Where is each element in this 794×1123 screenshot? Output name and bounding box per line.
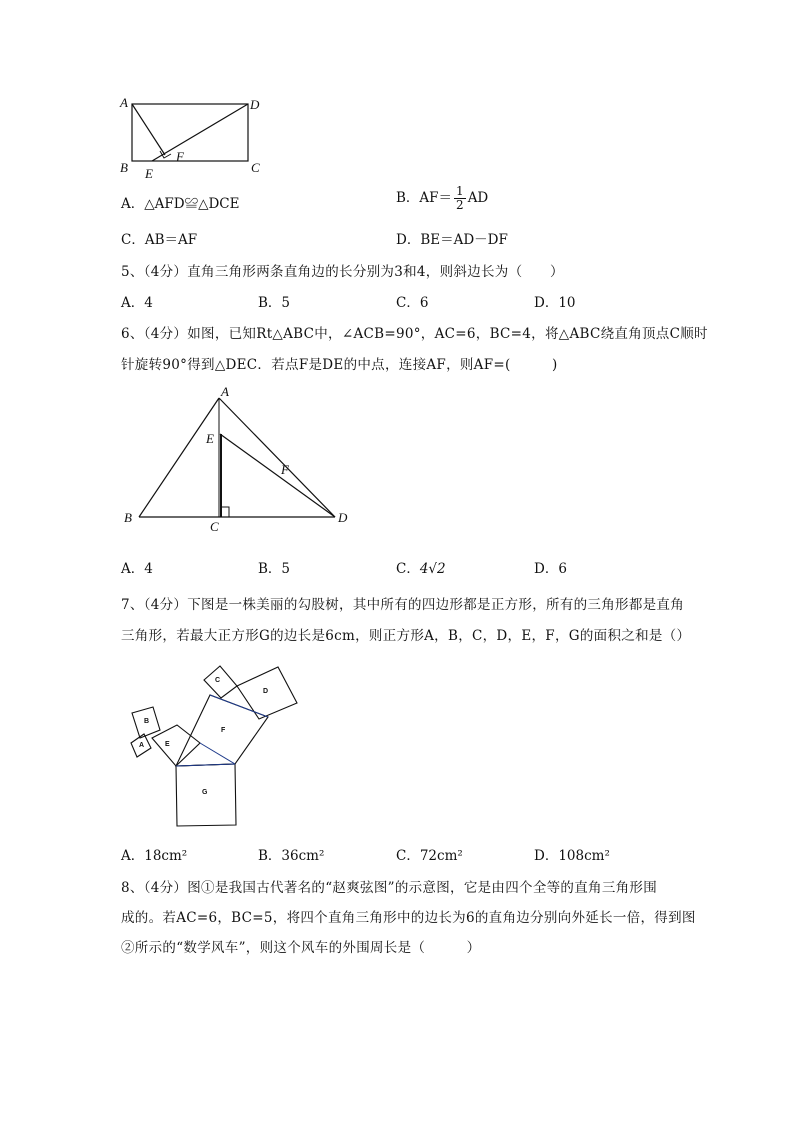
q6-label-f: F xyxy=(281,462,289,477)
q6-label-c: C xyxy=(210,519,219,534)
q7-label-f: F xyxy=(221,727,226,734)
q4-label-c: C xyxy=(251,160,260,175)
q6-label-a: A xyxy=(221,384,229,399)
q6-question-line2: 针旋转90°得到△DEC．若点F是DE的中点，连接AF，则AF=( ) xyxy=(121,357,558,373)
q4-fraction-numerator: 1 xyxy=(456,184,464,198)
q4-option-c[interactable]: C．AB＝AF xyxy=(121,232,198,248)
q5-option-a[interactable]: A．4 xyxy=(121,295,153,311)
q7-label-d: D xyxy=(263,688,269,695)
q4-label-d: D xyxy=(250,97,260,112)
q7-label-e: E xyxy=(165,741,170,748)
q4-option-d[interactable]: D．BE＝AD－DF xyxy=(396,232,508,248)
q5-option-b[interactable]: B．5 xyxy=(258,295,291,311)
q5-option-d[interactable]: D．10 xyxy=(534,295,576,311)
q7-label-b: B xyxy=(144,718,150,725)
q4-option-a[interactable]: A．△AFD≌△DCE xyxy=(121,196,240,212)
q4-label-f: F xyxy=(176,149,184,164)
q5-option-c[interactable]: C．6 xyxy=(396,295,429,311)
q8-question-line2: 成的。若AC=6，BC=5，将四个直角三角形中的边长为6的直角边分别向外延长一倍，得到图 xyxy=(121,910,696,926)
q4-label-a: A xyxy=(120,95,128,110)
q6-option-b[interactable]: B．5 xyxy=(258,561,291,577)
q7-label-g: G xyxy=(202,789,208,796)
q7-label-c: C xyxy=(215,677,221,684)
q6-option-c-value: 4√2 xyxy=(419,561,446,577)
q8-question-line3: ②所示的“数学风车”，则这个风车的外围周长是（ ） xyxy=(121,940,481,956)
q7-option-a[interactable]: A．18cm² xyxy=(121,848,188,864)
q5-question: 5、（4分）直角三角形两条直角边的长分别为3和4，则斜边长为（ ） xyxy=(121,264,564,280)
q4-option-b-prefix: B．AF＝ xyxy=(396,190,453,206)
q7-label-a: A xyxy=(139,742,145,749)
q4-label-e: E xyxy=(145,166,153,181)
q7-option-d[interactable]: D．108cm² xyxy=(534,848,610,864)
q6-option-d[interactable]: D．6 xyxy=(534,561,567,577)
q4-option-b-suffix: AD xyxy=(467,190,489,206)
q7-option-c[interactable]: C．72cm² xyxy=(396,848,463,864)
q6-question-line1: 6、（4分）如图，已知Rt△ABC中，∠ACB=90°，AC=6，BC=4，将△ABC绕直角顶点C顺时 xyxy=(121,326,708,342)
q8-question-line1: 8、（4分）图①是我国古代著名的“赵爽弦图”的示意图，它是由四个全等的直角三角形围 xyxy=(121,880,658,896)
q7-question-line1: 7、（4分）下图是一株美丽的勾股树，其中所有的四边形都是正方形，所有的三角形都是直角 xyxy=(121,597,685,613)
q6-label-b: B xyxy=(124,510,132,525)
q7-option-b[interactable]: B．36cm² xyxy=(258,848,325,864)
q6-label-d: D xyxy=(338,510,348,525)
q6-label-e: E xyxy=(206,431,214,446)
q4-fraction-denominator: 2 xyxy=(456,198,464,212)
q6-option-a[interactable]: A．4 xyxy=(121,561,153,577)
q4-label-b: B xyxy=(120,160,128,175)
q7-question-line2: 三角形，若最大正方形G的边长是6cm，则正方形A，B，C，D，E，F，G的面积之和是（） xyxy=(121,628,691,644)
q6-option-c-prefix: C． xyxy=(396,561,420,577)
